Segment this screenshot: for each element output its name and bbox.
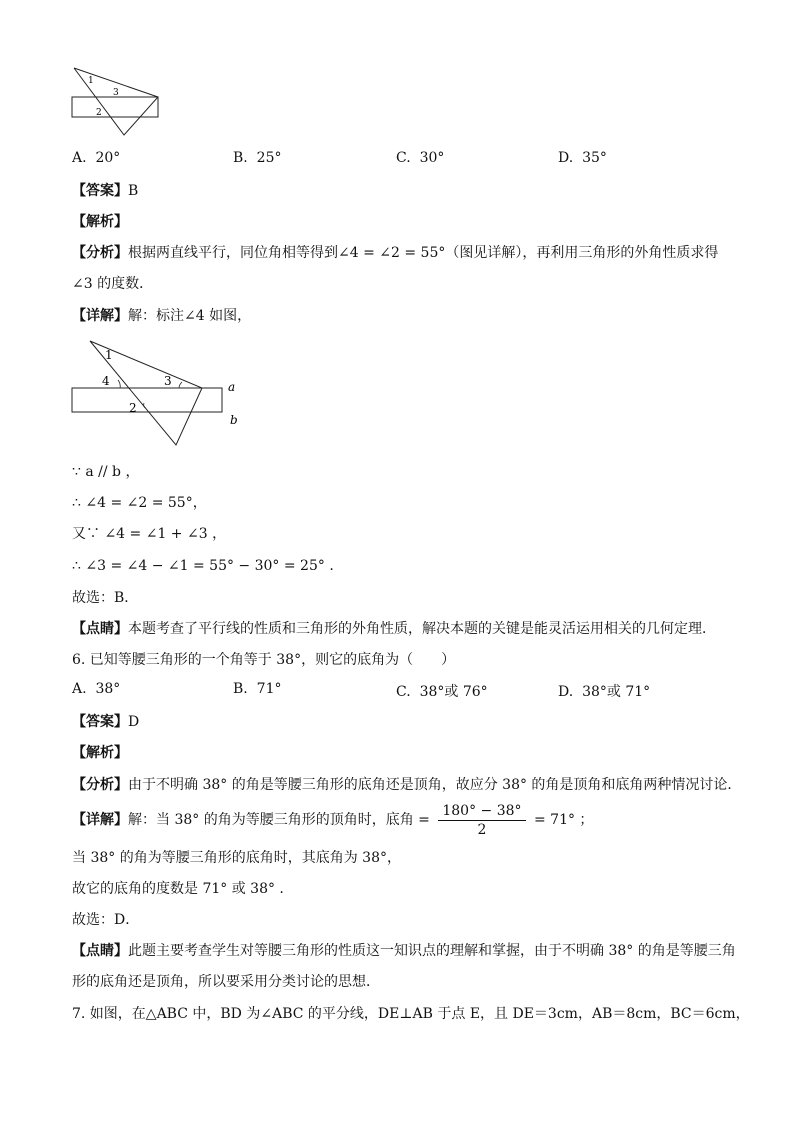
figure-2-label-1: 1	[105, 348, 113, 362]
q6-option-c: C. 38°或 76°	[396, 684, 488, 700]
q6-choose: 故选：D．	[72, 912, 140, 928]
q6-analysis-heading: 【解析】	[72, 745, 128, 761]
q5-analysis-heading: 【解析】	[72, 214, 128, 230]
q5-step-4: ∴ ∠3 = ∠4 − ∠1 = 55° − 30° = 25° .	[72, 558, 334, 574]
q5-step-2: ∴ ∠4 = ∠2 = 55°，	[72, 495, 207, 511]
figure-1-label-2: 2	[96, 108, 102, 118]
q6-fraction-denominator: 2	[477, 821, 487, 838]
q5-option-d: D. 35°	[558, 150, 607, 166]
q5-fenxi-line1: 【分析】根据两直线平行，同位角相等得到∠4 = ∠2 = 55°（图见详解），再利用三角形的外角性质求得	[72, 245, 719, 261]
q6-fraction-numerator: 180° − 38°	[438, 802, 525, 821]
q6-line2: 当 38° 的角为等腰三角形的底角时，其底角为 38°，	[72, 850, 401, 866]
q5-option-c: C. 30°	[396, 150, 445, 166]
figure-1-label-1: 1	[88, 76, 94, 86]
figure-1-label-3: 3	[113, 88, 119, 98]
q5-option-a: A. 20°	[72, 150, 121, 166]
figure-2-label-a: a	[228, 380, 236, 394]
q6-fenxi: 【分析】由于不明确 38° 的角是等腰三角形的底角还是顶角，故应分 38° 的角是顶角和底角两种情况讨论．	[72, 777, 742, 793]
q6-line3: 故它的底角的度数是 71° 或 38° .	[72, 881, 284, 897]
figure-1-triangle	[74, 68, 158, 135]
q5-step-1: ∵ a // b ，	[72, 464, 140, 480]
q6-answer: 【答案】D	[72, 714, 140, 730]
figure-2-label-3: 3	[164, 374, 172, 388]
figure-2-label-4: 4	[102, 374, 110, 388]
figure-2-triangle-diagram	[66, 334, 246, 450]
q5-dianjing: 【点睛】本题考查了平行线的性质和三角形的外角性质，解决本题的关键是能灵活运用相关的几何定理．	[72, 621, 716, 637]
q6-option-b: B. 71°	[233, 681, 282, 697]
q6-fraction	[438, 802, 525, 839]
figure-2-label-b: b	[230, 413, 238, 427]
q5-answer: 【答案】B	[72, 183, 139, 199]
q6-xiangjie: 【详解】解：当 38° 的角为等腰三角形的顶角时，底角 = $\frac{180^\circ - 38^\circ}{2}$ = 71° ；	[72, 802, 594, 838]
figure-2-label-2: 2	[129, 401, 137, 415]
q5-fenxi-line2: ∠3 的度数．	[72, 276, 154, 292]
q7-question: 7. 如图，在△ABC 中，BD 为∠ABC 的平分线，DE⊥AB 于点 E，且 DE＝3cm，AB＝8cm，BC＝6cm，	[72, 1006, 750, 1022]
q6-option-a: A. 38°	[72, 681, 121, 697]
q5-xiangjie: 【详解】解：标注∠4 如图，	[72, 308, 252, 324]
figure-2-strip	[72, 388, 222, 412]
q5-option-b: B. 25°	[233, 150, 282, 166]
q6-dianjing-line2: 形的底角还是顶角，所以要采用分类讨论的思想．	[72, 974, 380, 990]
q5-step-3: 又∵ ∠4 = ∠1 + ∠3 ，	[72, 526, 227, 542]
q6-option-d: D. 38°或 71°	[558, 684, 651, 700]
q6-dianjing-line1: 【点睛】此题主要考查学生对等腰三角形的性质这一知识点的理解和掌握，由于不明确 38° 的角是等腰三角	[72, 943, 736, 959]
figure-1-strip	[72, 97, 158, 117]
q5-choose: 故选：B．	[72, 590, 139, 606]
figure-1-triangle-diagram	[66, 62, 166, 142]
q6-question: 6. 已知等腰三角形的一个角等于 38°，则它的底角为（ ）	[72, 652, 456, 668]
